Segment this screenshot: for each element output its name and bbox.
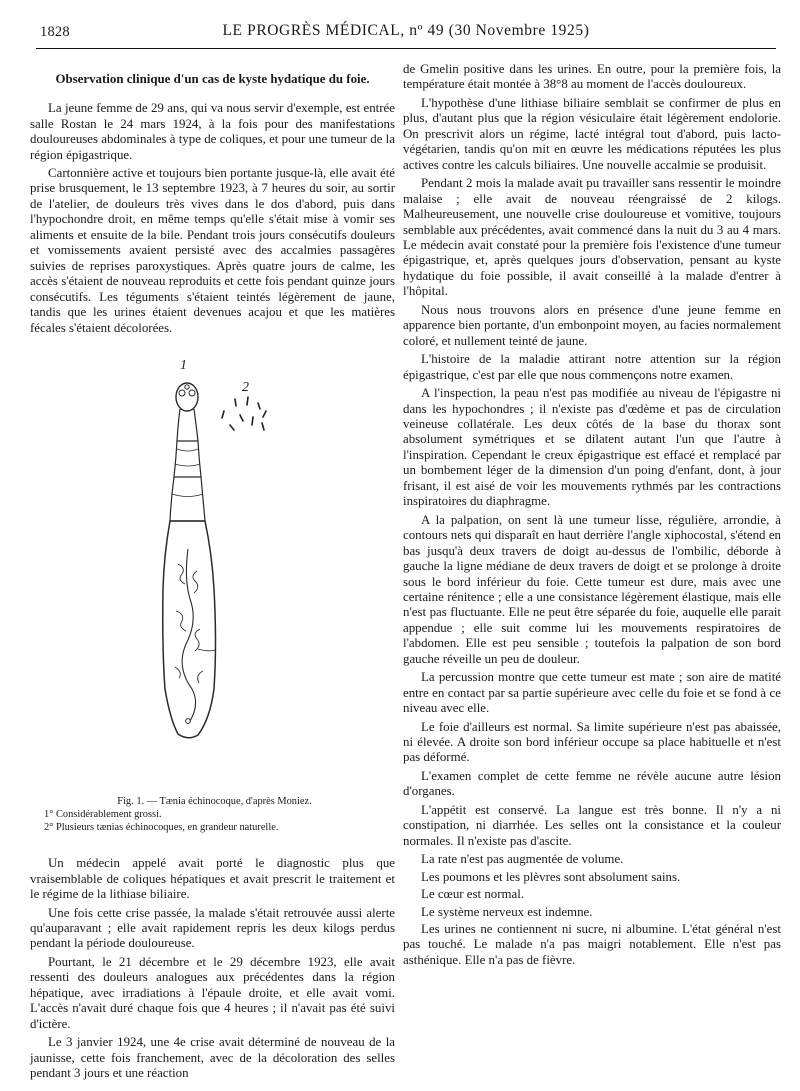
- paragraph: Nous nous trouvons alors en présence d'une jeune femme en apparence bien portante, d'un embonpoint moyen, au facies normalement coloré, et nullement teinté de jaune.: [403, 302, 781, 348]
- paragraph: Le foie d'ailleurs est normal. Sa limite supérieure n'est pas abaissée, ni élevée. A droite son bord inférieur occupe sa place habituelle et n'est pas déformé.: [403, 719, 781, 765]
- paragraph: L'examen complet de cette femme ne révèle aucune autre lésion d'organes.: [403, 768, 781, 799]
- caption-line: 2° Plusieurs tænias échinocoques, en grandeur naturelle.: [44, 821, 279, 833]
- paragraph: La jeune femme de 29 ans, qui va nous servir d'exemple, est entrée salle Rostan le 24 mars 1924, à la fois pour des manifestations douloureuses abdominales à type de coliques, et pour une tumeur de la région épigastrique.: [30, 101, 395, 162]
- figure-taenia: [30, 349, 395, 796]
- taenia-magnified: [163, 383, 216, 738]
- paragraph: A l'inspection, la peau n'est pas modifiée au niveau de l'épigastre ni dans les hypochondres ; il n'existe pas d'œdème et pas de circulation veineuse collatérale. Les deux côtés de la base du thorax sont absolument symétriques et se dilatent autant l'un que l'autre à l'inspiration. Cependant le creux épigastrique est effacé et remplacé par un bombement léger de la dimension d'un poing d'enfant, dont, à jour frisant, il est aisé de voir les mouvements rythmés par les contractions inspiratoires du diaphragme.: [403, 386, 781, 509]
- taenia-illustration: [30, 349, 395, 796]
- figure-caption: [34, 796, 395, 834]
- right-column: [403, 62, 781, 971]
- paragraph: Le cœur est normal.: [421, 887, 525, 902]
- caption-title: Fig. 1. — Tænia échinocoque, d'après Moniez.: [117, 796, 312, 807]
- page-header: [36, 18, 776, 49]
- figure-label-2: 2: [242, 380, 249, 395]
- paragraph: Les urines ne contiennent ni sucre, ni albumine. L'état général n'est pas touché. Le malade n'a pas maigri notablement. Elle n'est pas asthénique. Elle n'a pas de fièvre.: [403, 922, 781, 967]
- left-column: [30, 64, 395, 1085]
- paragraph: L'hypothèse d'une lithiase biliaire semblait se confirmer de plus en plus, d'autant plus que la région vésiculaire était légèrement endolorie. On prescrivit alors un régime, lacté intégral tout d'abord, puis lacto-végétarien, tandis qu'on mit en œuvre les médications réputées les plus actives contre les calculs biliaires. Une nouvelle accalmie se produisit.: [403, 95, 781, 172]
- small-worms: [222, 397, 266, 430]
- journal-title: LE PROGRÈS MÉDICAL, nº 49 (30 Novembre 1925): [222, 22, 590, 39]
- paragraph: La percussion montre que cette tumeur est mate ; son aire de matité entre en contact par sa partie supérieure avec celle du foie et se fond à ce niveau avec elle.: [403, 670, 781, 716]
- paragraph: La rate n'est pas augmentée de volume.: [421, 852, 624, 867]
- paragraph: Une fois cette crise passée, la malade s'était retrouvée aussi alerte qu'auparavant ; elle avait rapidement repris les deux kilogs perdus pendant la période douloureuse.: [30, 905, 395, 951]
- paragraph: Le 3 janvier 1924, une 4e crise avait déterminé de nouveau de la jaunisse, cette fois franchement, avec de la décoloration des selles pendant 3 jours et une réaction: [30, 1035, 395, 1081]
- paragraph: L'appétit est conservé. La langue est très bonne. Il n'y a ni constipation, ni diarrhée. Les selles ont la consistance et la couleur normales. Il n'existe pas d'ascite.: [403, 802, 781, 848]
- paragraph: A la palpation, on sent là une tumeur lisse, régulière, arrondie, à contours nets qui disparaît en haut derrière l'angle xiphocostal, s'étend en bas jusqu'à deux travers de doigt au-dessus de l'ombilic, déborde à gauche la ligne médiane de deux travers de doigt et se prolonge à droite sous le bord inférieur du foie. Cette tumeur est dure, mais avec une certaine rénitence ; elle a une consistance légèrement élastique, mais elle n'est pas fluctuante. Elle ne peut être séparée du foie, auquelle elle parait appendue ; elle suit comme lui les mouvements respiratoires de l'abdomen. Elle est peu sensible ; toutefois la palpation de son bord gauche réveille un peu de douleur.: [403, 512, 781, 666]
- article-title: Observation clinique d'un cas de kyste hydatique du foie.: [55, 72, 370, 86]
- paragraph-continuation: de Gmelin positive dans les urines. En outre, pour la première fois, la température était montée à 38°8 au moment de l'accès douloureux.: [403, 62, 781, 92]
- page-number: 1828: [40, 24, 70, 40]
- paragraph: Pourtant, le 21 décembre et le 29 décembre 1923, elle avait ressenti des douleurs analogues aux précédentes dans la région hépatique, avec irradiations à l'épaule droite, et elle avait vomi. L'accès n'avait duré chaque fois que 4 heures ; il n'avait pas été suivi d'ictère.: [30, 954, 395, 1031]
- paragraph: Les poumons et les plèvres sont absolument sains.: [421, 869, 681, 884]
- paragraph: Un médecin appelé avait porté le diagnostic plus que vraisemblable de coliques hépatiques et avait prescrit le traitement et le régime de la lithiase biliaire.: [30, 856, 395, 902]
- paragraph: Le système nerveux est indemne.: [421, 904, 593, 919]
- paragraph: Cartonnière active et toujours bien portante jusque-là, elle avait été prise brusquement, le 13 septembre 1923, à 7 heures du soir, au sortir de l'atelier, de douleurs très vives dans le dos d'abord, puis dans l'hypochondre droit, en même temps qu'elle s'était mise à vomir ses aliments et ensuite de la bile. Pendant trois jours consécutifs douleurs et vomissements avaient persisté avec des accalmies passagères suivies de reprises paroxystiques. Après quatre jours de calme, les accès s'étaient de nouveau reproduits et cette fois pendant quinze jours consécutifs. Les téguments s'étaient teintés légèrement de jaune, tandis que les urines étaient devenues acajou et que les matières fécales s'étaient décolorées.: [30, 166, 395, 335]
- figure-label-1: 1: [180, 358, 187, 373]
- paragraph: Pendant 2 mois la malade avait pu travailler sans ressentir le moindre malaise ; elle avait de nouveau réengraissé de 2 kilogs. Malheureusement, une nouvelle crise douloureuse et vomitive, toujours semblable aux précédentes, avait commencé dans la nuit du 3 au 4 mars. Le médecin avait constaté pour la première fois l'existence d'une tumeur épigastrique, et, après quelques jours d'observation, pensant au kyste hydatique du foie possible, il avait conseillé à la malade d'entrer à l'hôpital.: [403, 176, 781, 299]
- caption-line: 1° Considérablement grossi.: [44, 809, 162, 821]
- paragraph: L'histoire de la maladie attirant notre attention sur la région épigastrique, c'est par elle que nous commençons notre examen.: [403, 352, 781, 382]
